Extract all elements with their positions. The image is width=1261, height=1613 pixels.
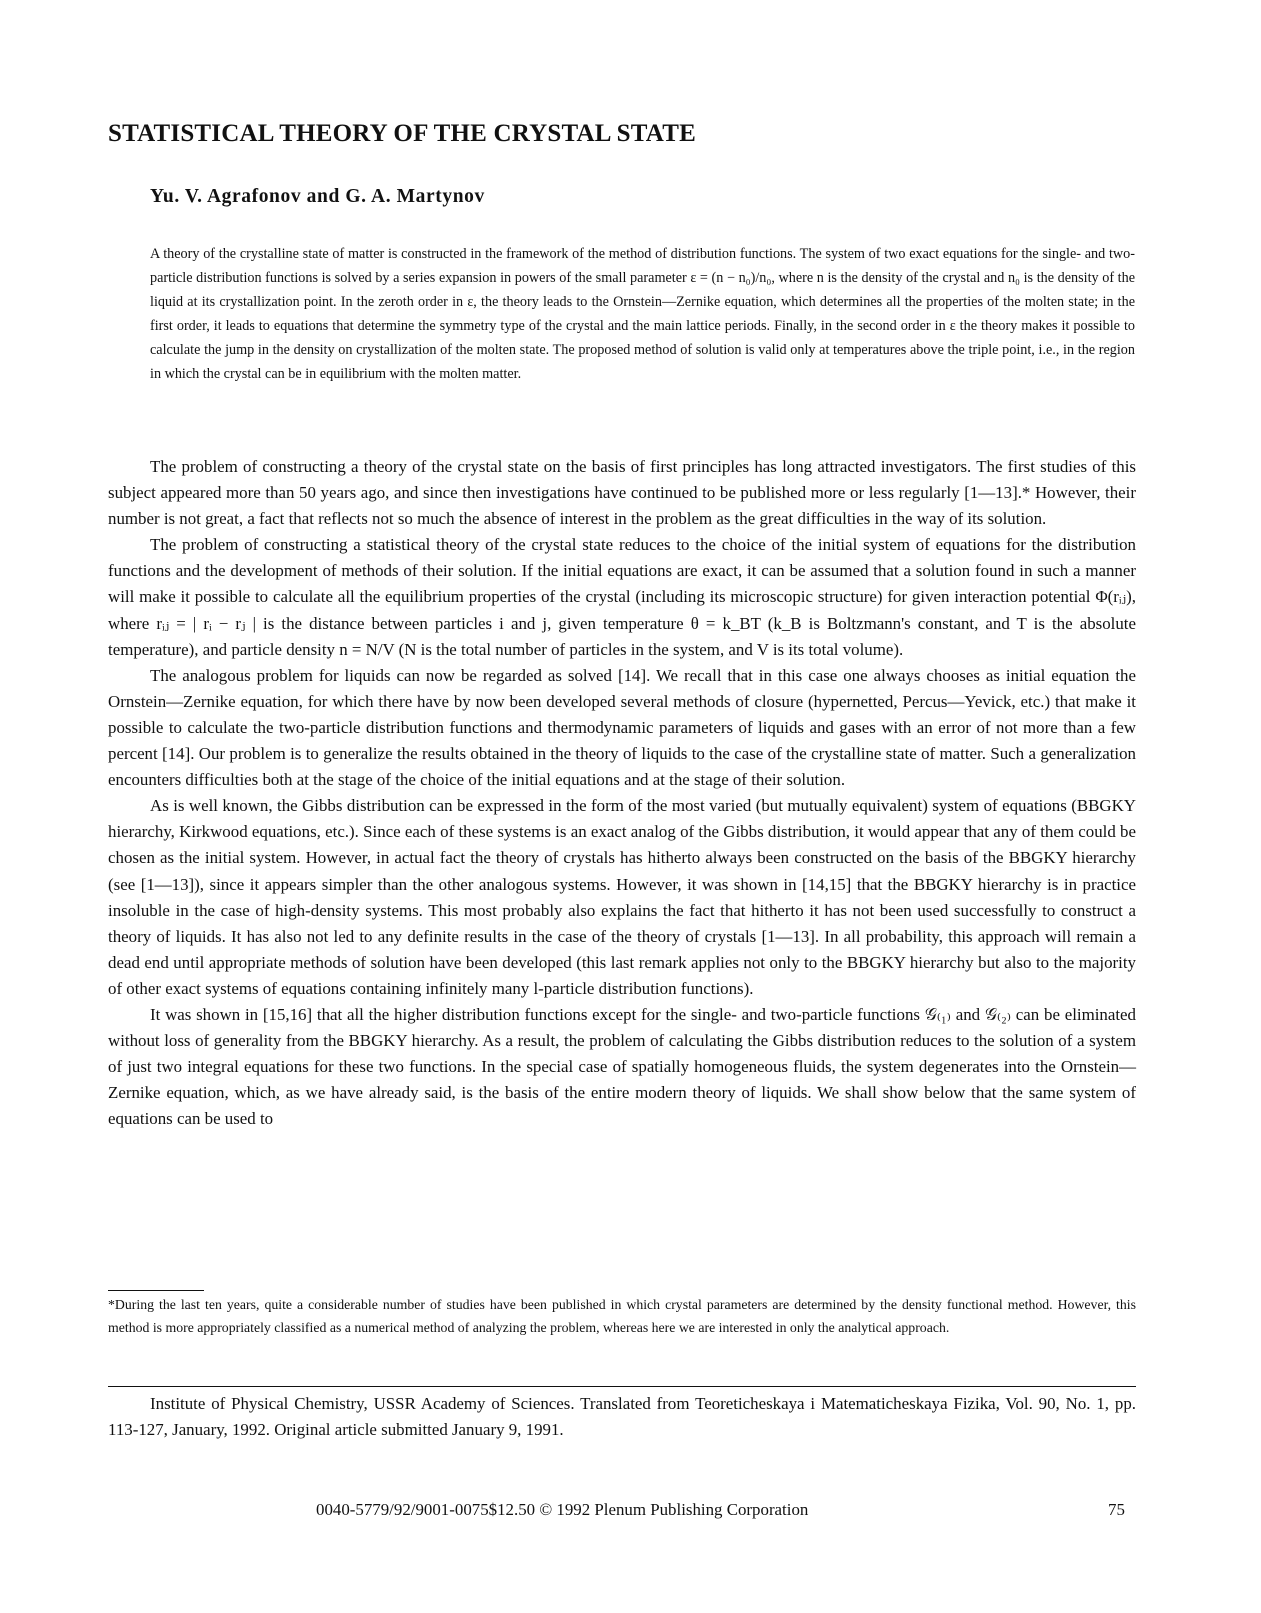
- affiliation-note: Institute of Physical Chemistry, USSR Academy of Sciences. Translated from Teoreticheskaya i Matematicheskaya Fizika, Vol. 90, No. 1, pp. 113-127, January, 1992. Original article submitted January 9, 1991.: [108, 1394, 1136, 1439]
- affiliation-divider: [108, 1386, 1136, 1387]
- body-paragraph: The problem of constructing a statistical theory of the crystal state reduces to the choice of the initial system of equations for the distribution functions and the development of methods of their solution. If the initial equations are exact, it can be assumed that a solution found in such a manner will make it possible to calculate all the equilibrium properties of the crystal (including its microscopic structure) for given interaction potential Φ(rᵢⱼ), where rᵢⱼ = | rᵢ − rⱼ | is the distance between particles i and j, given temperature θ = k_BT (k_B is Boltzmann's constant, and T is the absolute temperature), and particle density n = N/V (N is the total number of particles in the system, and V is its total volume).: [108, 535, 1136, 659]
- body-paragraph: It was shown in [15,16] that all the higher distribution functions except for the single- and two-particle functions 𝒢₍₁₎ and 𝒢₍₂₎ can be eliminated without loss of generality from the BBGKY hierarchy. As a result, the problem of calculating the Gibbs distribution reduces to the solution of a system of just two integral equations for these two functions. In the special case of spatially homogeneous fluids, the system degenerates into the Ornstein—Zernike equation, which, as we have already said, is the basis of the entire modern theory of liquids. We shall show below that the same system of equations can be used to: [108, 1004, 1136, 1129]
- body-paragraph: As is well known, the Gibbs distribution can be expressed in the form of the most varied (but mutually equivalent) system of equations (BBGKY hierarchy, Kirkwood equations, etc.). Since each of these systems is an exact analog of the Gibbs distribution, it would appear that any of them could be chosen as the initial system. However, in actual fact the theory of crystals has hitherto always been constructed on the basis of the BBGKY hierarchy (see [1—13]), since it appears simpler than the other analogous systems. However, it was shown in [14,15] that the BBGKY hierarchy is in practice insoluble in the case of high-density systems. This most probably also explains the fact that hitherto it has not been used successfully to construct a theory of liquids. It has also not led to any definite results in the case of the theory of crystals [1—13]. In all probability, this approach will remain a dead end until appropriate methods of solution have been developed (this last remark applies not only to the BBGKY hierarchy but also to the majority of other exact systems of equations containing infinitely many l-particle distribution functions).: [108, 796, 1136, 998]
- footnote: *During the last ten years, quite a considerable number of studies have been published in which crystal parameters are determined by the density functional method. However, this method is more appropriately classified as a numerical method of analyzing the problem, whereas here we are interested in only the analytical approach.: [108, 1297, 1136, 1335]
- body-text: [108, 454, 1136, 1132]
- paper-title: STATISTICAL THEORY OF THE CRYSTAL STATE: [108, 120, 696, 147]
- page-number: 75: [1108, 1500, 1125, 1519]
- body-paragraph: The analogous problem for liquids can now be regarded as solved [14]. We recall that in this case one always chooses as initial equation the Ornstein—Zernike equation, for which there have by now been developed several methods of closure (hypernetted, Percus—Yevick, etc.) that make it possible to calculate the two-particle distribution functions and thermodynamic parameters of liquids and gases with an error of not more than a few percent [14]. Our problem is to generalize the results obtained in the theory of liquids to the case of the crystalline state of matter. Such a generalization encounters difficulties both at the stage of the choice of the initial equations and at the stage of their solution.: [108, 665, 1136, 790]
- author-list: Yu. V. Agrafonov and G. A. Martynov: [150, 186, 485, 207]
- publication-info: 0040-5779/92/9001-0075$12.50 © 1992 Plenum Publishing Corporation: [316, 1500, 809, 1519]
- abstract: A theory of the crystalline state of matter is constructed in the framework of the method of distribution functions. The system of two exact equations for the single- and two-particle distribution functions is solved by a series expansion in powers of the small parameter ε = (n − n₀)/n₀, where n is the density of the crystal and n₀ is the density of the liquid at its crystallization point. In the zeroth order in ε, the theory leads to the Ornstein—Zernike equation, which determines all the properties of the molten state; in the first order, it leads to equations that determine the symmetry type of the crystal and the main lattice periods. Finally, in the second order in ε the theory makes it possible to calculate the jump in the density on crystallization of the molten state. The proposed method of solution is valid only at temperatures above the triple point, i.e., in the region in which the crystal can be in equilibrium with the molten matter.: [150, 246, 1135, 382]
- footnote-divider: [108, 1290, 204, 1291]
- body-paragraph: The problem of constructing a theory of the crystal state on the basis of first principles has long attracted investigators. The first studies of this subject appeared more than 50 years ago, and since then investigations have continued to be published more or less regularly [1—13].* However, their number is not great, a fact that reflects not so much the absence of interest in the problem as the great difficulties in the way of its solution.: [108, 457, 1136, 529]
